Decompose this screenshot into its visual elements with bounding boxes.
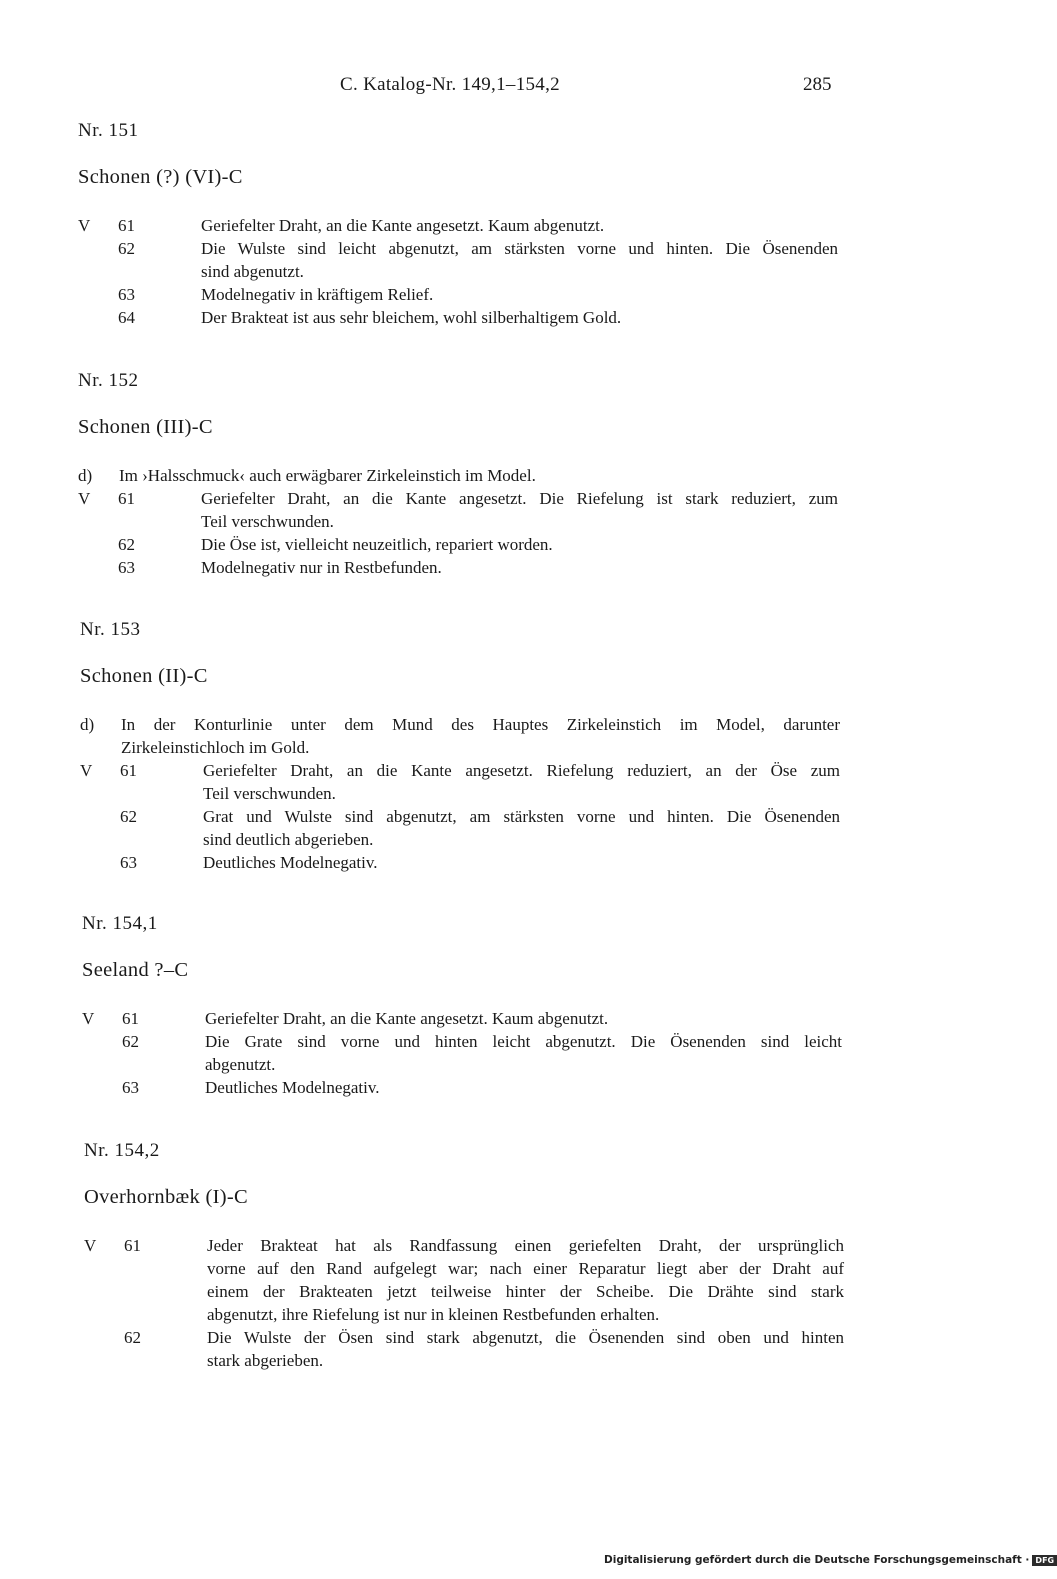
note-line <box>78 487 858 510</box>
note-number: 62 <box>120 807 137 826</box>
note-text: einem der Brakteaten jetzt teilweise hinter der Scheibe. Die Drähte sind stark <box>207 1282 844 1301</box>
note-text: stark abgerieben. <box>207 1351 324 1370</box>
note-number: 61 <box>118 216 135 235</box>
note-text: Die Wulste sind leicht abgenutzt, am stärksten vorne und hinten. Die Ösenenden <box>201 239 838 258</box>
entry-notes <box>82 1007 862 1099</box>
note-line <box>78 283 858 306</box>
entry-location: Schonen (?) (VI)-C <box>78 166 243 188</box>
entry-notes <box>84 1234 864 1372</box>
note-line <box>80 828 860 851</box>
note-category-label: d) <box>78 466 93 485</box>
note-line <box>82 1053 862 1076</box>
note-text: abgenutzt. <box>205 1055 276 1074</box>
note-line <box>78 214 858 237</box>
note-text: Deutliches Modelnegativ. <box>203 853 378 872</box>
entry-number: Nr. 153 <box>80 619 141 640</box>
entry-notes <box>78 214 858 329</box>
note-text: Grat und Wulste sind abgenutzt, am stärksten vorne und hinten. Die Ösenenden <box>203 807 840 826</box>
catalog-entry <box>78 120 838 360</box>
note-line <box>82 1007 862 1030</box>
entry-number: Nr. 152 <box>78 370 139 391</box>
note-category-label: d) <box>80 715 95 734</box>
note-category-label: V <box>78 216 91 235</box>
note-line <box>84 1280 864 1303</box>
note-text: Die Öse ist, vielleicht neuzeitlich, repariert worden. <box>201 535 553 554</box>
note-text: sind abgenutzt. <box>201 262 304 281</box>
entry-location: Overhornbæk (I)-C <box>84 1186 248 1208</box>
entry-location: Seeland ?–C <box>82 959 189 981</box>
note-text: vorne auf den Rand aufgelegt war; nach einer Reparatur liegt aber der Draht auf <box>207 1259 844 1278</box>
footer-text: Digitalisierung gefördert durch die Deutsche Forschungsgemeinschaft · <box>604 1554 1030 1566</box>
note-category-label: V <box>82 1009 95 1028</box>
note-number: 64 <box>118 308 135 327</box>
note-number: 61 <box>124 1236 141 1255</box>
note-line <box>80 713 860 736</box>
note-number: 63 <box>118 285 135 304</box>
entry-number: Nr. 154,1 <box>82 913 158 934</box>
note-text: Geriefelter Draht, an die Kante angesetzt. Kaum abgenutzt. <box>205 1009 609 1028</box>
catalog-entry <box>84 1140 844 1380</box>
note-line <box>78 556 858 579</box>
note-category-label: V <box>84 1236 97 1255</box>
note-text: Modelnegativ in kräftigem Relief. <box>201 285 434 304</box>
note-line <box>84 1349 864 1372</box>
entry-location: Schonen (II)-C <box>80 665 208 687</box>
running-header: C. Katalog-Nr. 149,1–154,2 <box>340 74 560 95</box>
page-number: 285 <box>803 74 832 95</box>
note-line <box>84 1303 864 1326</box>
entry-notes <box>78 464 858 579</box>
note-line <box>80 759 860 782</box>
note-number: 63 <box>122 1078 139 1097</box>
entry-notes <box>80 713 860 874</box>
note-number: 62 <box>118 239 135 258</box>
description-text: In der Konturlinie unter dem Mund des Hauptes Zirkeleinstich im Model, darunter <box>121 715 840 734</box>
note-line <box>84 1326 864 1349</box>
dfg-logo: DFG <box>1032 1555 1057 1566</box>
note-text: Teil verschwunden. <box>201 512 334 531</box>
note-line <box>78 237 858 260</box>
note-text: Modelnegativ nur in Restbefunden. <box>201 558 442 577</box>
note-line <box>78 533 858 556</box>
funding-footer <box>604 1554 1057 1566</box>
catalog-entry <box>78 370 838 610</box>
note-number: 61 <box>118 489 135 508</box>
note-line <box>80 736 860 759</box>
note-line <box>84 1234 864 1257</box>
note-number: 62 <box>118 535 135 554</box>
note-number: 62 <box>122 1032 139 1051</box>
note-text: Jeder Brakteat hat als Randfassung einen geriefelten Draht, der ursprünglich <box>207 1236 844 1255</box>
note-line <box>80 782 860 805</box>
description-text: Im ›Halsschmuck‹ auch erwägbarer Zirkeleinstich im Model. <box>119 466 536 485</box>
note-text: abgenutzt, ihre Riefelung ist nur in kleinen Restbefunden erhalten. <box>207 1305 660 1324</box>
note-text: Geriefelter Draht, an die Kante angesetzt. Riefelung reduziert, an der Öse zum <box>203 761 840 780</box>
note-category-label: V <box>80 761 93 780</box>
note-category-label: V <box>78 489 91 508</box>
note-number: 61 <box>122 1009 139 1028</box>
catalog-entry <box>80 619 840 872</box>
note-text: Teil verschwunden. <box>203 784 336 803</box>
note-number: 62 <box>124 1328 141 1347</box>
note-line <box>82 1030 862 1053</box>
note-line <box>80 851 860 874</box>
entry-number: Nr. 151 <box>78 120 139 141</box>
note-line <box>82 1076 862 1099</box>
description-text: Zirkeleinstichloch im Gold. <box>121 738 310 757</box>
note-line <box>78 306 858 329</box>
note-text: Geriefelter Draht, an die Kante angesetzt. Kaum abgenutzt. <box>201 216 605 235</box>
note-text: Geriefelter Draht, an die Kante angesetzt. Die Riefelung ist stark reduziert, zum <box>201 489 838 508</box>
note-line <box>80 805 860 828</box>
note-number: 63 <box>118 558 135 577</box>
note-line <box>78 510 858 533</box>
note-number: 63 <box>120 853 137 872</box>
note-line <box>78 464 858 487</box>
note-text: Deutliches Modelnegativ. <box>205 1078 380 1097</box>
note-line <box>78 260 858 283</box>
note-text: Die Wulste der Ösen sind stark abgenutzt, die Ösenenden sind oben und hinten <box>207 1328 844 1347</box>
entry-location: Schonen (III)-C <box>78 416 213 438</box>
catalog-entry <box>82 913 842 1153</box>
note-line <box>84 1257 864 1280</box>
entry-number: Nr. 154,2 <box>84 1140 160 1161</box>
note-text: sind deutlich abgerieben. <box>203 830 374 849</box>
note-number: 61 <box>120 761 137 780</box>
note-text: Die Grate sind vorne und hinten leicht abgenutzt. Die Ösenenden sind leicht <box>205 1032 842 1051</box>
note-text: Der Brakteat ist aus sehr bleichem, wohl silberhaltigem Gold. <box>201 308 622 327</box>
